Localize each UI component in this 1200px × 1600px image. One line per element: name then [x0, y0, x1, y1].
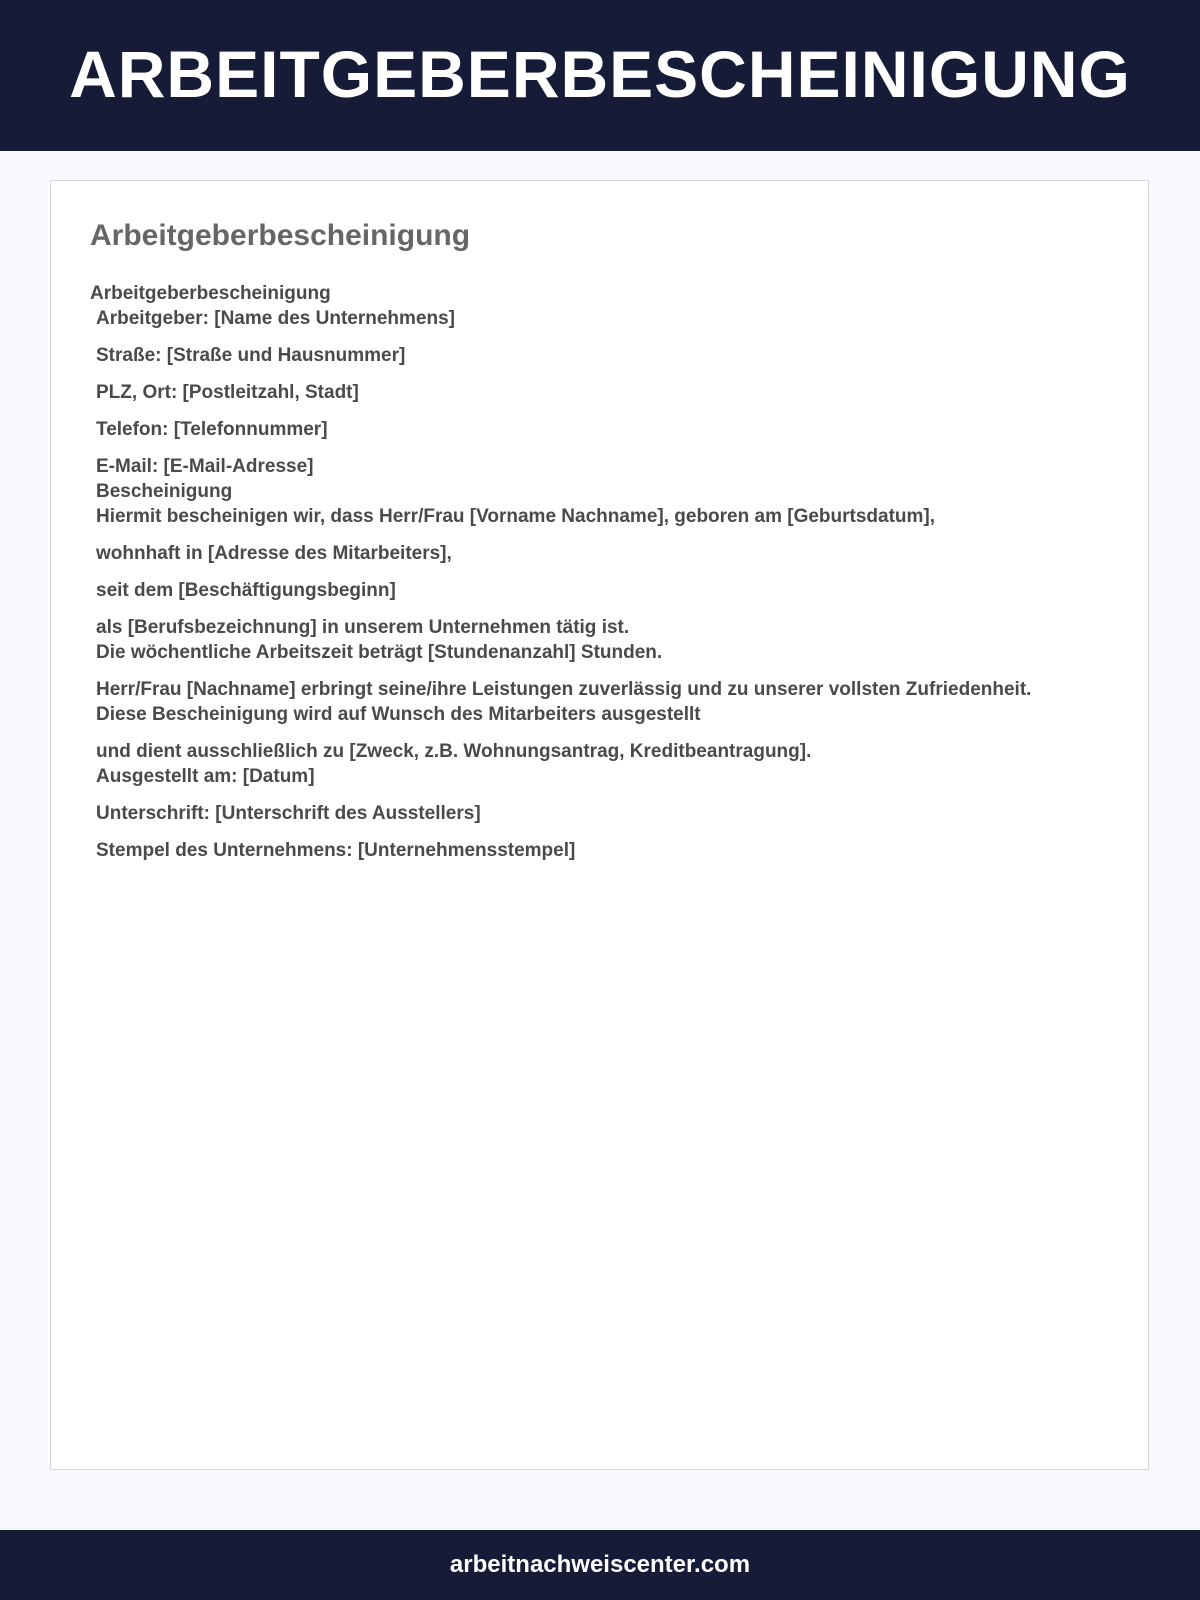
certification-line: Hiermit bescheinigen wir, dass Herr/Frau [Vorname Nachname], geboren am [Geburtsdatum],	[96, 506, 936, 527]
employer-phone-line: Telefon: [Telefonnummer]	[96, 419, 328, 440]
performance-line: Herr/Frau [Nachname] erbringt seine/ihre Leistungen zuverlässig und zu unserer vollsten Zufriedenheit.	[96, 679, 1032, 700]
purpose-block	[90, 739, 1130, 789]
employer-email-line: E-Mail: [E-Mail-Adresse]	[96, 456, 314, 477]
stamp-line: Stempel des Unternehmens: [Unternehmensstempel]	[96, 840, 576, 861]
purpose-line: und dient ausschließlich zu [Zweck, z.B. Wohnungsantrag, Kreditbeantragung].	[96, 741, 812, 762]
page-header	[0, 0, 1200, 151]
document-title-line: Arbeitgeberbescheinigung	[90, 283, 331, 304]
issue-block	[90, 801, 1130, 863]
purpose-line: Diese Bescheinigung wird auf Wunsch des Mitarbeiters ausgestellt	[96, 704, 701, 725]
header-title: ARBEITGEBERBESCHEINIGUNG	[69, 36, 1131, 111]
document-card	[50, 180, 1149, 1470]
working-hours-line: Die wöchentliche Arbeitszeit beträgt [Stundenanzahl] Stunden.	[96, 642, 663, 663]
certification-line: als [Berufsbezeichnung] in unserem Unternehmen tätig ist.	[96, 617, 630, 638]
document-body	[90, 281, 1130, 863]
footer-site-link[interactable]: arbeitnachweiscenter.com	[449, 1551, 751, 1578]
employer-name-line: Arbeitgeber: [Name des Unternehmens]	[96, 308, 455, 329]
section-title: Bescheinigung	[96, 481, 233, 502]
employer-block	[90, 306, 1130, 504]
certification-line: wohnhaft in [Adresse des Mitarbeiters],	[96, 543, 452, 564]
document-heading: Arbeitgeberbescheinigung	[90, 219, 471, 252]
page-footer	[0, 1530, 1200, 1600]
signature-line: Unterschrift: [Unterschrift des Ausstellers]	[96, 803, 481, 824]
issue-date-line: Ausgestellt am: [Datum]	[96, 766, 315, 787]
performance-block	[90, 677, 1130, 727]
certification-block	[90, 504, 1130, 665]
employer-street-line: Straße: [Straße und Hausnummer]	[96, 345, 406, 366]
employer-city-line: PLZ, Ort: [Postleitzahl, Stadt]	[96, 382, 359, 403]
certification-line: seit dem [Beschäftigungsbeginn]	[96, 580, 396, 601]
